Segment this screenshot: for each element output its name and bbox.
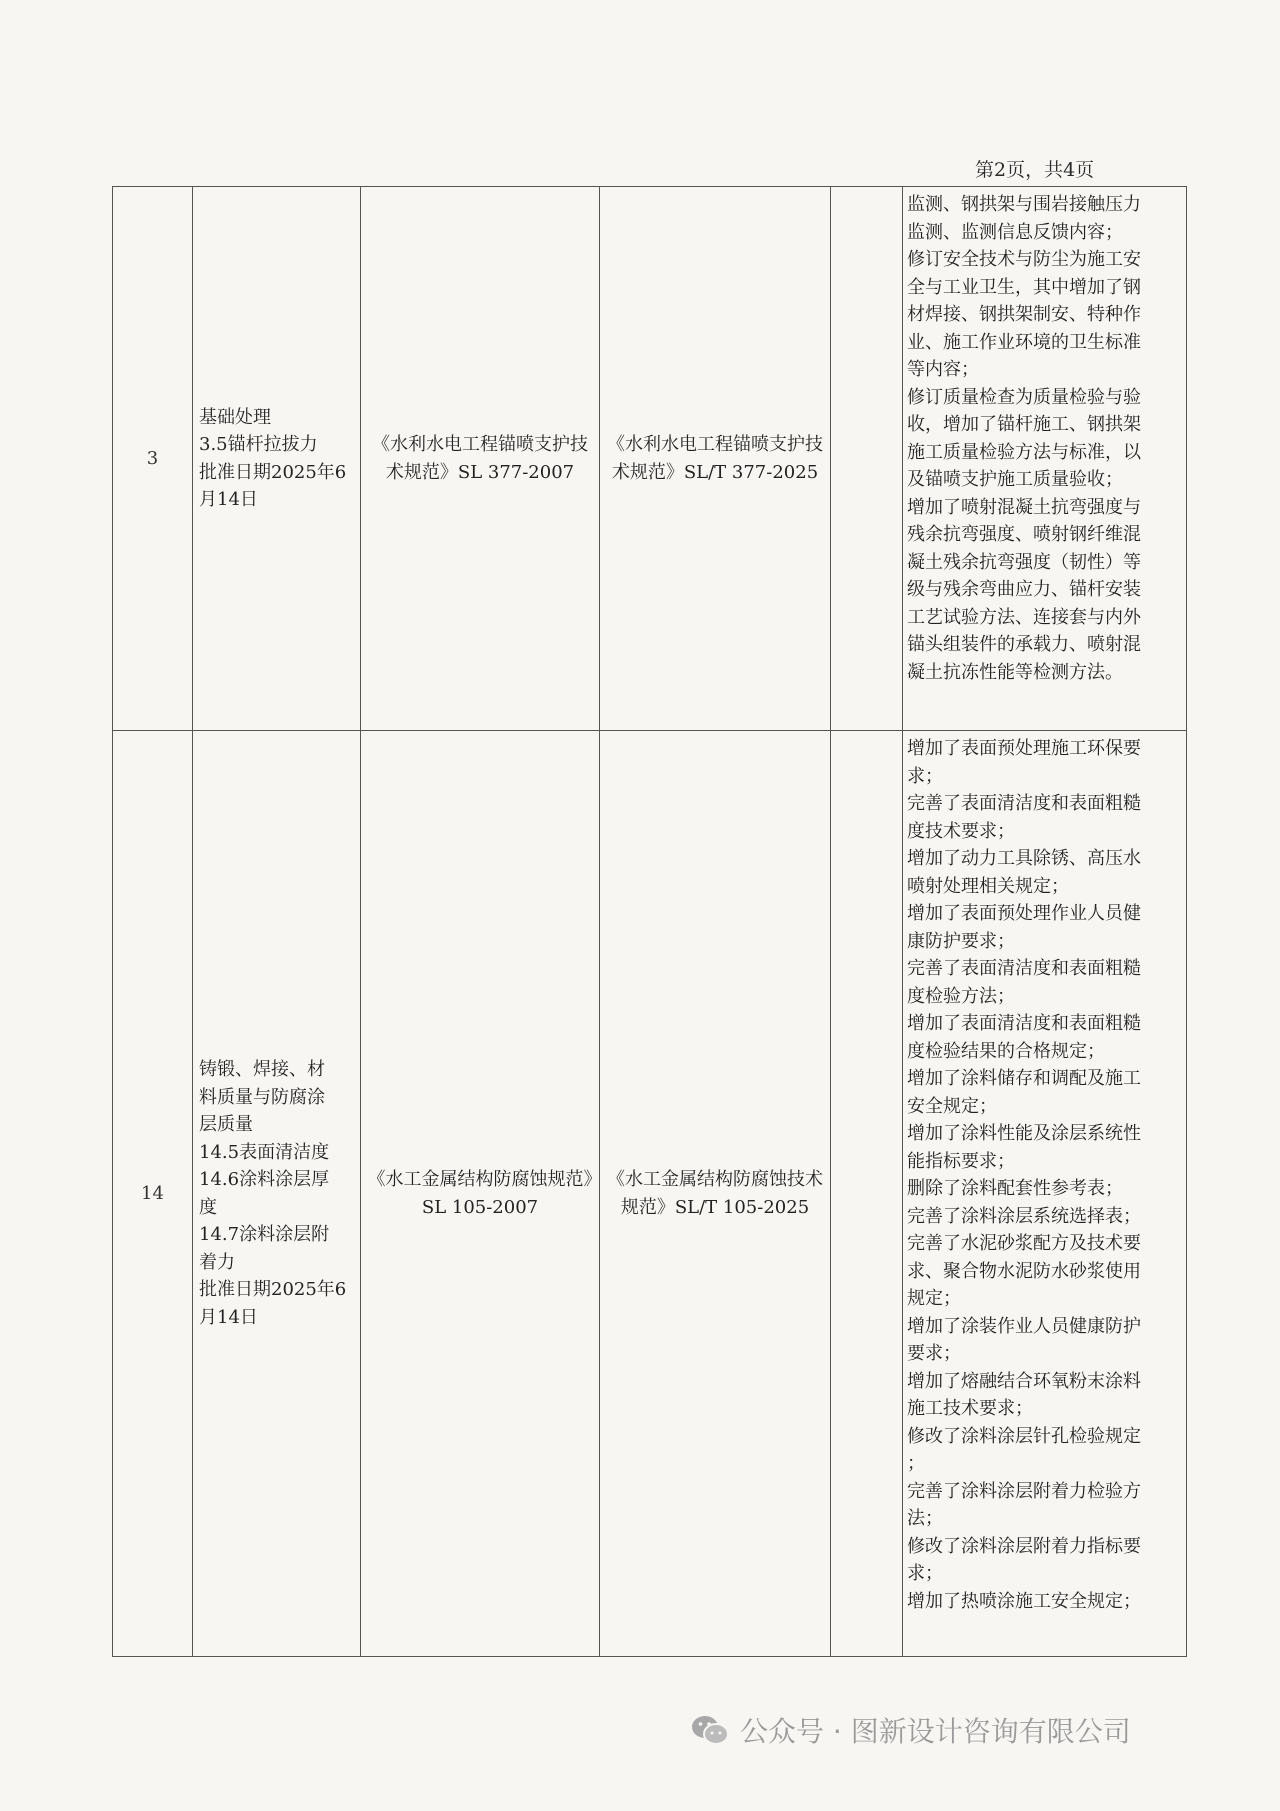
item-line: 批准日期2025年6 bbox=[199, 461, 347, 483]
change-line: 收，增加了锚杆施工、钢拱架 bbox=[907, 414, 1141, 435]
new-standard: 《水工金属结构防腐蚀技术规范》SL/T 105-2025 bbox=[600, 731, 831, 1657]
item-line: 料质量与防腐涂 bbox=[199, 1086, 325, 1108]
change-line: 度技术要求； bbox=[907, 820, 1015, 842]
change-line: 残余抗弯强度、喷射钢纤维混 bbox=[907, 524, 1141, 545]
blank-cell bbox=[831, 731, 903, 1657]
page-number: 第2页，共4页 bbox=[975, 159, 1095, 181]
row-index: 14 bbox=[113, 731, 193, 1657]
change-line: 凝土残余抗弯强度（韧性）等 bbox=[907, 551, 1141, 573]
change-line: 能指标要求； bbox=[907, 1150, 1015, 1172]
change-line: 修订质量检查为质量检验与验 bbox=[907, 386, 1141, 408]
item-line: 铸锻、焊接、材 bbox=[199, 1059, 325, 1080]
change-line: 材焊接、钢拱架制安、特种作 bbox=[907, 304, 1141, 325]
change-line: 增加了热喷涂施工安全规定； bbox=[907, 1590, 1141, 1612]
change-line: 安全规定； bbox=[907, 1095, 997, 1117]
change-line: 修订安全技术与防尘为施工安 bbox=[907, 249, 1141, 270]
change-line: 级与残余弯曲应力、锚杆安装 bbox=[907, 579, 1141, 600]
item-line: 基础处理 bbox=[199, 406, 271, 428]
change-line: 完善了表面清洁度和表面粗糙 bbox=[907, 958, 1141, 979]
change-line: 修改了涂料涂层针孔检验规定 bbox=[907, 1425, 1141, 1447]
item-line: 14.6涂料涂层厚 bbox=[199, 1169, 330, 1190]
item-line: 月14日 bbox=[199, 1306, 258, 1328]
item-line: 14.7涂料涂层附 bbox=[199, 1224, 330, 1245]
change-line: 增加了熔融结合环氧粉末涂料 bbox=[907, 1370, 1141, 1392]
wechat-icon bbox=[690, 1713, 730, 1747]
change-line: 工艺试验方法、连接套与内外 bbox=[907, 606, 1141, 628]
change-line: 增加了表面预处理施工环保要 bbox=[907, 738, 1141, 759]
item-line: 14.5表面清洁度 bbox=[199, 1141, 330, 1163]
item-line: 着力 bbox=[199, 1251, 235, 1273]
change-line: 法； bbox=[907, 1508, 943, 1529]
change-line: 增加了表面预处理作业人员健 bbox=[907, 903, 1141, 924]
change-line: 增加了涂料储存和调配及施工 bbox=[907, 1068, 1141, 1089]
change-line: 增加了喷射混凝土抗弯强度与 bbox=[907, 496, 1141, 518]
row-index: 3 bbox=[113, 187, 193, 731]
change-line: 完善了表面清洁度和表面粗糙 bbox=[907, 793, 1141, 814]
item-line: 度 bbox=[199, 1196, 217, 1218]
change-line: 增加了动力工具除锈、高压水 bbox=[907, 848, 1141, 869]
change-line: 施工技术要求； bbox=[907, 1398, 1033, 1419]
change-line: 施工质量检验方法与标准，以 bbox=[907, 441, 1141, 463]
inspection-item bbox=[193, 731, 361, 1657]
change-line: 增加了涂料性能及涂层系统性 bbox=[907, 1123, 1141, 1144]
change-line: 完善了涂料涂层附着力检验方 bbox=[907, 1480, 1141, 1502]
new-standard: 《水利水电工程锚喷支护技术规范》SL/T 377-2025 bbox=[600, 187, 831, 731]
change-line: 求； bbox=[907, 765, 943, 787]
standards-table bbox=[112, 186, 1187, 1657]
change-line: 锚头组装件的承载力、喷射混 bbox=[907, 634, 1141, 655]
change-line: 及锚喷支护施工质量验收； bbox=[907, 469, 1123, 490]
table-row bbox=[113, 187, 1187, 731]
change-line: 喷射处理相关规定； bbox=[907, 875, 1069, 897]
old-standard: 《水利水电工程锚喷支护技术规范》SL 377-2007 bbox=[361, 187, 600, 731]
change-line: 完善了涂料涂层系统选择表； bbox=[907, 1205, 1141, 1227]
change-line: 凝土抗冻性能等检测方法。 bbox=[907, 661, 1123, 683]
change-list bbox=[903, 731, 1187, 1657]
change-line: 度检验方法； bbox=[907, 985, 1015, 1007]
item-line: 层质量 bbox=[199, 1114, 253, 1135]
table-row bbox=[113, 731, 1187, 1657]
watermark bbox=[690, 1710, 1131, 1750]
change-line: 求； bbox=[907, 1563, 943, 1584]
old-standard: 《水工金属结构防腐蚀规范》SL 105-2007 bbox=[361, 731, 600, 1657]
change-line: 增加了表面清洁度和表面粗糙 bbox=[907, 1013, 1141, 1034]
change-line: 要求； bbox=[907, 1343, 961, 1364]
change-line: 度检验结果的合格规定； bbox=[907, 1040, 1105, 1062]
change-line: 修改了涂料涂层附着力指标要 bbox=[907, 1535, 1141, 1557]
inspection-item bbox=[193, 187, 361, 731]
change-line: 康防护要求； bbox=[907, 930, 1015, 952]
change-line: 增加了涂装作业人员健康防护 bbox=[907, 1315, 1141, 1337]
change-line: 等内容； bbox=[907, 359, 979, 380]
change-line: 规定； bbox=[907, 1288, 961, 1309]
item-line: 批准日期2025年6 bbox=[199, 1279, 347, 1300]
blank-cell bbox=[831, 187, 903, 731]
change-line: ； bbox=[907, 1453, 925, 1474]
change-line: 全与工业卫生，其中增加了钢 bbox=[907, 276, 1141, 298]
change-line: 完善了水泥砂浆配方及技术要 bbox=[907, 1233, 1141, 1254]
item-line: 月14日 bbox=[199, 489, 258, 510]
change-line: 业、施工作业环境的卫生标准 bbox=[907, 331, 1141, 353]
change-list bbox=[903, 187, 1187, 731]
change-line: 求、聚合物水泥防水砂浆使用 bbox=[907, 1260, 1141, 1282]
change-line: 删除了涂料配套性参考表； bbox=[907, 1178, 1123, 1199]
watermark-text: 公众号 · 图新设计咨询有限公司 bbox=[740, 1715, 1131, 1748]
change-line: 监测、钢拱架与围岩接触压力 bbox=[907, 194, 1141, 215]
item-line: 3.5锚杆拉拔力 bbox=[199, 434, 318, 455]
change-line: 监测、监测信息反馈内容； bbox=[907, 221, 1123, 243]
